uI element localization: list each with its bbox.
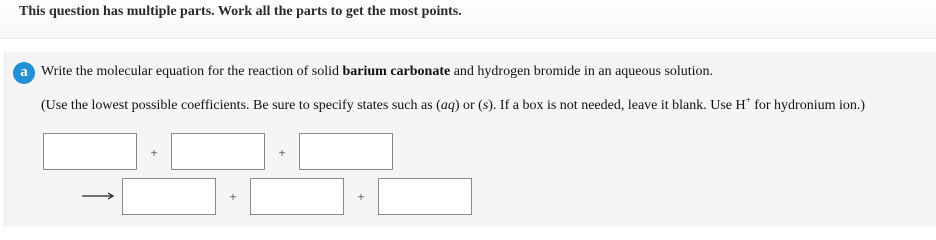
header-bar [0,0,936,39]
header-text: This question has multiple parts. Work all the parts to get the most points. [19,4,462,19]
prompt-compound: barium carbonate [342,64,451,79]
plus-sign: + [357,189,365,204]
product-box-3[interactable] [378,178,472,215]
prompt-text-end: and hydrogen bromide in an aqueous solution. [450,64,714,79]
product-box-1[interactable] [122,178,216,215]
question-prompt [41,64,713,80]
right-arrow-icon [81,188,115,202]
instr-part-4: for hydronium ion.) [750,98,866,113]
instr-part-2: ) or ( [454,98,483,113]
instr-aq: aq [440,98,455,113]
instr-part-1: (Use the lowest possible coefficients. Be sure to specify states such as ( [41,98,441,113]
product-box-2[interactable] [250,178,344,215]
prompt-text-start: Write the molecular equation for the reaction of solid [41,64,343,79]
reactant-box-1[interactable] [43,133,137,170]
part-a-badge: a [13,62,35,84]
reactant-box-3[interactable] [299,133,393,170]
instr-s: s [482,98,489,113]
instr-superscript: + [745,95,751,105]
reactant-box-2[interactable] [171,133,265,170]
plus-sign: + [229,189,237,204]
answer-instructions [41,95,866,114]
instr-part-3: ). If a box is not needed, leave it blank. Use H [488,98,746,113]
plus-sign: + [278,145,286,160]
plus-sign: + [150,145,158,160]
